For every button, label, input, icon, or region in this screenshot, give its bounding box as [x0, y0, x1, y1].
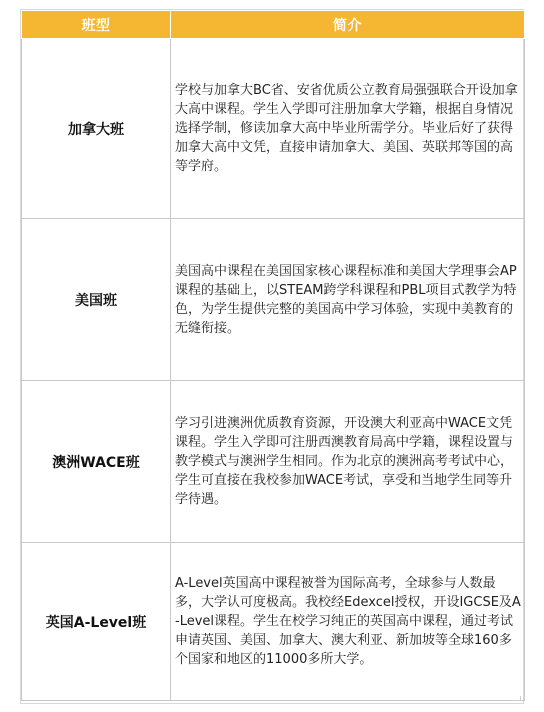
table-header-row	[22, 11, 525, 39]
program-type-cell: 英国A-Level班	[22, 543, 171, 701]
program-type-cell: 美国班	[22, 219, 171, 381]
table-row	[22, 543, 525, 701]
table-row	[22, 39, 525, 219]
program-description-cell	[171, 39, 525, 219]
page-corner-mark	[516, 696, 521, 701]
program-type-cell: 加拿大班	[22, 39, 171, 219]
program-description-text: 学习引进澳洲优质教育资源，开设澳大利亚高中WACE文凭课程。学生入学即可注册西澳教育局高中学籍，课程设置与教学模式与澳洲学生相同。作为北京的澳洲高考考试中心，学生可直接在我校参加WACE考试，享受和当地学生同等升学待遇。	[175, 416, 514, 507]
header-description: 简介	[171, 11, 525, 39]
table-row	[22, 219, 525, 381]
table-row	[22, 381, 525, 543]
program-description-cell	[171, 381, 525, 543]
program-table	[21, 10, 525, 701]
program-description-cell	[171, 543, 525, 701]
program-description-text: 美国高中课程在美国国家核心课程标准和美国大学理事会AP课程的基础上，以STEAM跨学科课程和PBL项目式教学为特色，为学生提供完整的美国高中学习体验，实现中美教育的无缝衔接。	[175, 263, 517, 336]
program-description-cell	[171, 219, 525, 381]
program-description-text: A-Level英国高中课程被誉为国际高考，全球参与人数最多，大学认可度极高。我校经Edexcel授权，开设IGCSE及A-Level课程。学生在校学习纯正的英国高中课程，通过考试申请英国、美国、加拿大、澳大利亚、新加坡等全球160多个国家和地区的11000多所大学。	[175, 576, 521, 667]
header-program-type: 班型	[22, 11, 171, 39]
program-description-text: 学校与加拿大BC省、安省优质公立教育局强强联合开设加拿大高中课程。学生入学即可注册加拿大学籍，根据自身情况选择学制，修读加拿大高中毕业所需学分。毕业后好了获得加拿大高中文凭，直接申请加拿大、美国、英联邦等国的高等学府。	[175, 83, 518, 174]
program-type-cell: 澳洲WACE班	[22, 381, 171, 543]
document-page	[20, 9, 524, 704]
